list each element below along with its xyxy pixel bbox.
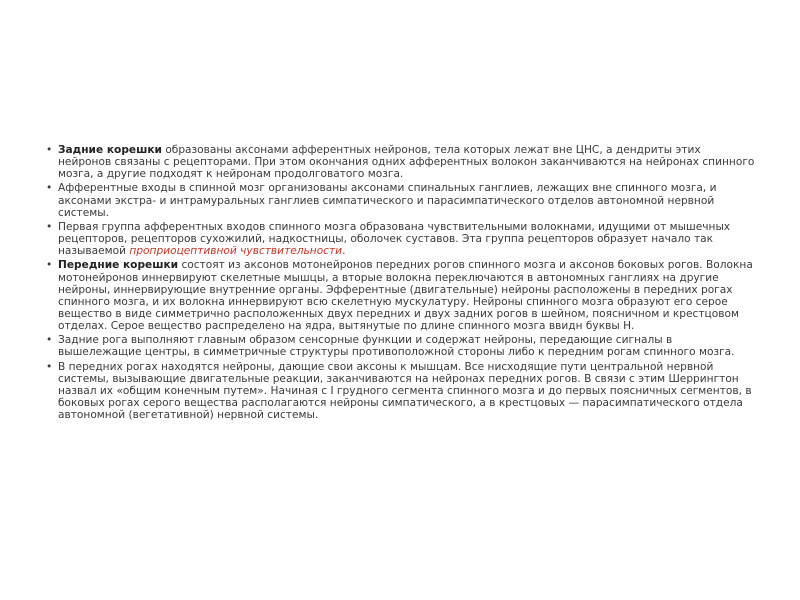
bullet-icon: • <box>46 220 53 233</box>
list-item <box>46 182 756 218</box>
bullet-icon: • <box>46 259 53 272</box>
list-item <box>46 221 756 257</box>
list-item <box>46 361 756 421</box>
item-text: Задние рога выполняют главным образом сенсорные функции и содержат нейроны, передающие сигналы в вышележащие центры, в симметричные структуры противоположной стороны либо к передним рогам спинного мозга. <box>58 334 735 359</box>
item-text: образованы аксонами афферентных нейронов, тела которых лежат вне ЦНС, а дендриты этих нейронов связаны с рецепторами. При этом окончания одних афферентных волокон заканчиваются на нейронах спинного мозга, а другие подходят к нейронам продолговатого мозга. <box>58 144 755 181</box>
list-item <box>46 259 756 332</box>
item-text: состоят из аксонов мотонейронов передних рогов спинного мозга и аксонов боковых рогов. Волокна мотонейронов иннервируют скелетные мышцы, а вторые волокна переключаются в автономных ганглиях на другие нейроны, иннервирующие внутренние органы. Эфферентные (двигательные) нейроны расположены в передних рогах спинного мозга, и их волокна иннервируют всю скелетную мускулатуру. Нейроны спинного мозга образуют его серое вещество в виде симметрично расположенных двух передних и двух задних рогов в шейном, поясничном и крестцовом отделах. Серое вещество распределено на ядра, вытянутые по длине спинного мозга ввидн буквы Н. <box>58 259 753 332</box>
term-heading: Задние корешки <box>58 144 162 156</box>
bullet-icon: • <box>46 182 53 195</box>
item-text: Первая группа афферентных входов спинного мозга образована чувствительными волокнами, идущими от мышечных рецепторов, рецепторов сухожилий, надкостницы, оболочек суставов. Эта группа рецепторов образует начало так называемой <box>58 220 731 258</box>
bullet-icon: • <box>46 360 53 373</box>
term-heading: Передние корешки <box>58 259 179 272</box>
item-text-end: . <box>342 245 346 258</box>
list-item <box>46 144 756 180</box>
highlighted-term: проприоцептивной чувствительности <box>129 245 343 258</box>
bullet-icon: • <box>46 144 53 156</box>
list-item <box>46 334 756 358</box>
text-content <box>46 144 756 423</box>
bullet-icon: • <box>46 334 53 347</box>
item-text: Афферентные входы в спинной мозг организованы аксонами спинальных ганглиев, лежащих вне спинного мозга, и аксонами экстра- и интрамуральных ганглиев симпатического и парасимпатического отделов автономной нервной системы. <box>58 182 717 219</box>
item-text: В передних рогах находятся нейроны, дающие свои аксоны к мышцам. Все нисходящие пути центральной нервной системы, вызывающие двигательные реакции, заканчиваются на нейронах передних рогов. В связи с этим Шеррингтон назвал их «общим конечным путем». Начиная с I грудного сегмента спинного мозга и до первых поясничных сегментов, в боковых рогах серого вещества располагаются нейроны симпатического, а в крестцовых — парасимпатического отдела автономной (вегетативной) нервной системы. <box>58 360 752 421</box>
